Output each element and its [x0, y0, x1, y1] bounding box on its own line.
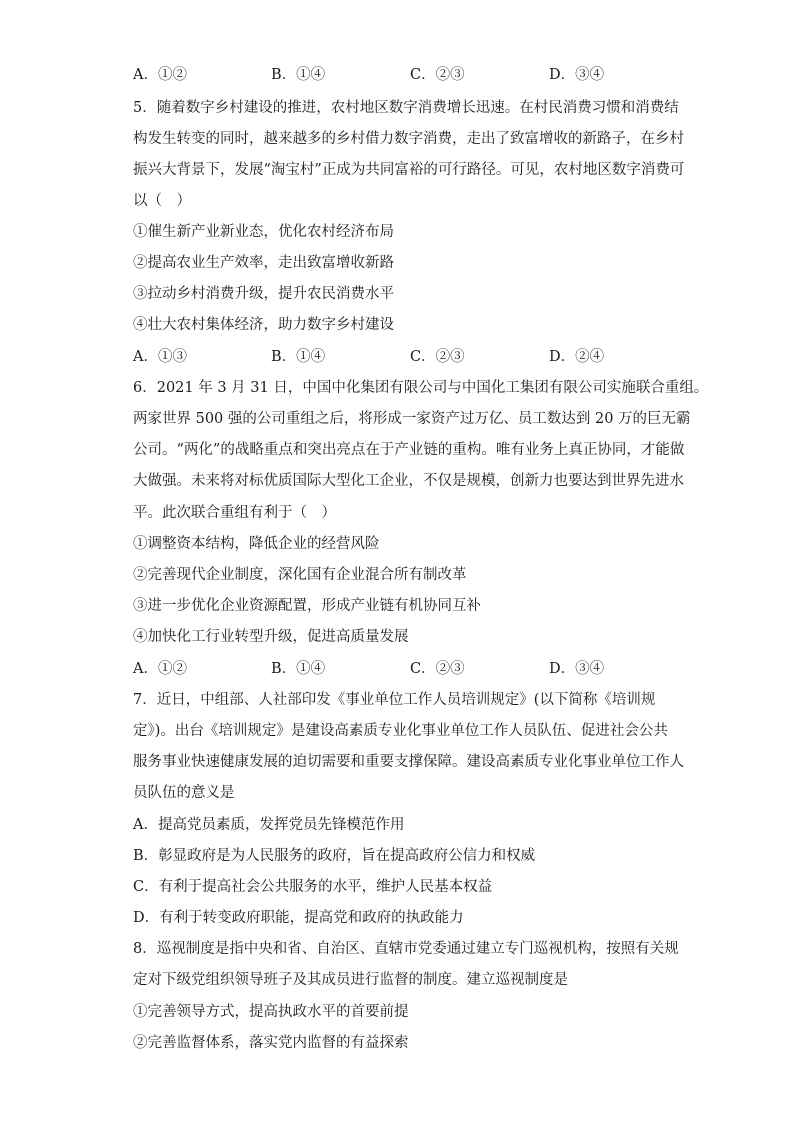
q8-stem-line: 8．巡视制度是指中央和省、自治区、直辖市党委通过建立专门巡视机构，按照有关规 — [133, 941, 679, 957]
q4-option-b[interactable]: B．①④ — [271, 67, 326, 83]
q6-stem-line: 公司。“两化”的战略重点和突出亮点在于产业链的重构。唯有业务上真正协同，才能做 — [133, 442, 685, 458]
q5-option-d[interactable]: D．②④ — [549, 349, 605, 365]
q5-options — [133, 347, 673, 367]
q6-item-4: ④加快化工行业转型升级，促进高质量发展 — [133, 629, 409, 645]
q6-stem-line: 大做强。未来将对标优质国际大型化工企业，不仅是规模，创新力也要达到世界先进水 — [133, 473, 684, 489]
q6-option-b[interactable]: B．①④ — [271, 661, 326, 677]
q6-option-c[interactable]: C．②③ — [410, 661, 465, 677]
q5-stem-line: 以（ ） — [133, 193, 191, 209]
q4-options — [133, 65, 673, 85]
q8-stem-line: 定对下级党组织领导班子及其成员进行监督的制度。建立巡视制度是 — [133, 972, 568, 988]
q4-option-d[interactable]: D．③④ — [549, 67, 605, 83]
q7-choice-d[interactable]: D．有利于转变政府职能，提高党和政府的执政能力 — [133, 910, 464, 926]
q4-option-c[interactable]: C．②③ — [410, 67, 465, 83]
q6-stem-line: 平。此次联合重组有利于（ ） — [133, 505, 336, 521]
q5-option-b[interactable]: B．①④ — [271, 349, 326, 365]
q6-options — [133, 659, 673, 679]
q5-option-a[interactable]: A．①③ — [133, 349, 187, 365]
q5-item-1: ①催生新产业新业态，优化农村经济布局 — [133, 224, 394, 240]
q5-item-4: ④壮大农村集体经济，助力数字乡村建设 — [133, 317, 394, 333]
q5-stem-line: 5．随着数字乡村建设的推进，农村地区数字消费增长迅速。在村民消费习惯和消费结 — [133, 100, 679, 116]
q5-item-2: ②提高农业生产效率，走出致富增收新路 — [133, 255, 394, 271]
q8-item-1: ①完善领导方式，提高执政水平的首要前提 — [133, 1004, 409, 1020]
q6-stem-line: 6．2021 年 3 月 31 日，中国中化集团有限公司与中国化工集团有限公司实施联合重组。 — [133, 380, 709, 396]
q6-option-d[interactable]: D．③④ — [549, 661, 605, 677]
q4-option-a[interactable]: A．①② — [133, 67, 187, 83]
q6-item-2: ②完善现代企业制度，深化国有企业混合所有制改革 — [133, 567, 467, 583]
q7-stem-line: 服务事业快速健康发展的迫切需要和重要支撑保障。建设高素质专业化事业单位工作人 — [133, 754, 684, 770]
q7-stem-line: 定》)。出台《培训规定》是建设高素质专业化事业单位工作人员队伍、促进社会公共 — [133, 723, 668, 739]
q6-item-1: ①调整资本结构，降低企业的经营风险 — [133, 536, 380, 552]
q7-choice-b[interactable]: B．彰显政府是为人民服务的政府，旨在提高政府公信力和权威 — [133, 848, 536, 864]
q5-stem-line: 构发生转变的同时，越来越多的乡村借力数字消费，走出了致富增收的新路子，在乡村 — [133, 131, 684, 147]
q5-option-c[interactable]: C．②③ — [410, 349, 465, 365]
q5-stem-line: 振兴大背景下，发展“淘宝村”正成为共同富裕的可行路径。可见，农村地区数字消费可 — [133, 162, 685, 178]
q6-item-3: ③进一步优化企业资源配置，形成产业链有机协同互补 — [133, 598, 481, 614]
q7-choice-c[interactable]: C．有利于提高社会公共服务的水平，维护人民基本权益 — [133, 879, 493, 895]
q7-stem-line: 7．近日，中组部、人社部印发《事业单位工作人员培训规定》(以下简称《培训规 — [133, 692, 656, 708]
q7-stem-line: 员队伍的意义是 — [133, 785, 235, 801]
q6-option-a[interactable]: A．①② — [133, 661, 187, 677]
q7-choice-a[interactable]: A．提高党员素质，发挥党员先锋模范作用 — [133, 817, 405, 833]
q6-stem-line: 两家世界 500 强的公司重组之后，将形成一家资产过万亿、员工数达到 20 万的巨无霸 — [133, 411, 691, 427]
q5-item-3: ③拉动乡村消费升级，提升农民消费水平 — [133, 286, 394, 302]
q8-item-2: ②完善监督体系，落实党内监督的有益探索 — [133, 1035, 409, 1051]
